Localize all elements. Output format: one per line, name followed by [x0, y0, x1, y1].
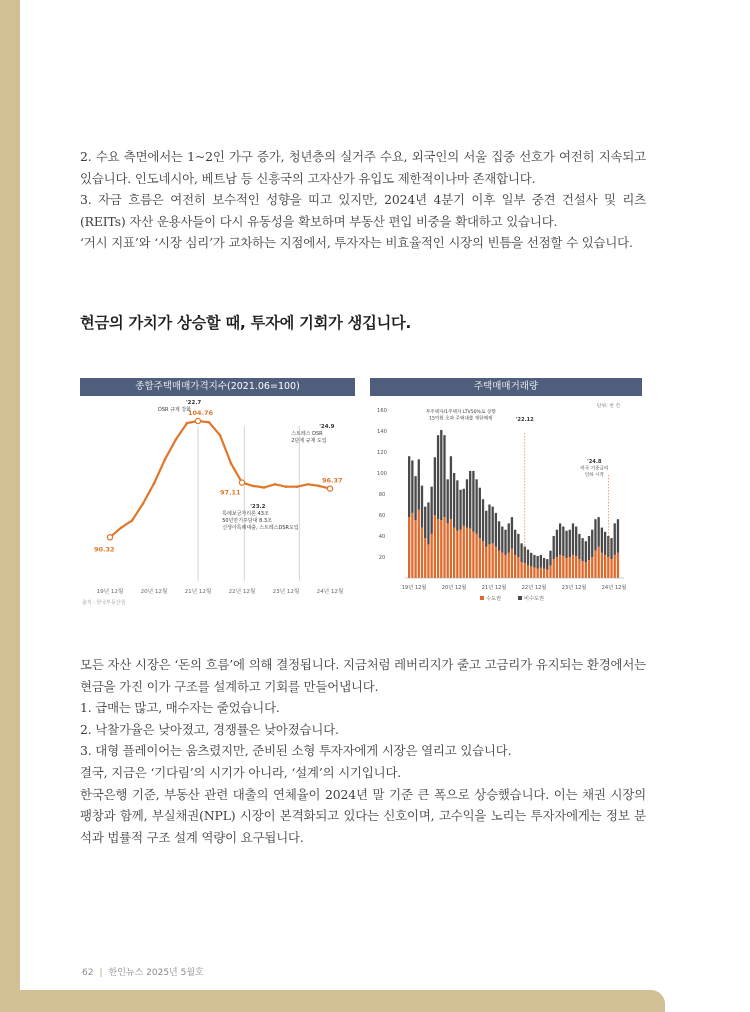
data-label: 97.11 — [220, 488, 241, 497]
bar-segment-capital-area — [414, 520, 416, 578]
data-label: 90.32 — [94, 545, 115, 554]
bar-segment-non-capital-area — [453, 473, 455, 528]
bar-segment-non-capital-area — [569, 530, 571, 557]
x-tick-label: 19년 12월 — [96, 589, 124, 595]
y-tick-label: 100 — [377, 471, 387, 477]
x-tick-label: 20년 12월 — [140, 589, 168, 595]
body-paragraph-1: 모든 자산 시장은 ‘돈의 흐름’에 의해 결정됩니다. 지금처럼 레버리지가 줄고 고금리가 유지되는 환경에서는 현금을 가진 이가 구조를 설계하고 기회를 만들어냅니다. — [80, 657, 646, 694]
bar-segment-capital-area — [463, 526, 465, 579]
bar-segment-non-capital-area — [511, 517, 513, 549]
page-footer — [82, 965, 204, 978]
bar-segment-capital-area — [447, 523, 449, 578]
annotation-text: '24.8 — [587, 459, 602, 465]
annotation-text: 50년만기주담대 8.3조 — [222, 518, 272, 524]
bar-segment-non-capital-area — [549, 551, 551, 566]
bar-segment-non-capital-area — [617, 519, 619, 553]
bar-segment-non-capital-area — [456, 480, 458, 530]
bottom-decorative-band — [0, 990, 665, 1012]
intro-text — [80, 146, 646, 254]
bar-segment-capital-area — [430, 534, 432, 578]
bar-segment-capital-area — [427, 544, 429, 578]
section-heading: 현금의 가치가 상승할 때, 투자에 기회가 생깁니다. — [80, 314, 412, 332]
legend-swatch — [480, 596, 484, 600]
publication-name: 한인뉴스 2025년 5월호 — [108, 968, 204, 978]
bar-segment-capital-area — [520, 562, 522, 578]
intro-paragraph-3: ‘거시 지표’와 ‘시장 심리’가 교차하는 지점에서, 투자자는 비효율적인 시장의 빈틈을 선점할 수 있습니다. — [80, 235, 633, 251]
legend-label: 수도권 — [486, 596, 502, 602]
x-tick-label: 23년 12월 — [561, 585, 587, 591]
bar-segment-capital-area — [495, 547, 497, 579]
bar-segment-capital-area — [488, 544, 490, 578]
page-number: 62 — [82, 968, 94, 978]
annotation-text: 신생아특례대출, 스트레스DSR도입 — [222, 525, 299, 531]
bar-segment-capital-area — [456, 531, 458, 578]
bar-segment-capital-area — [604, 555, 606, 578]
price-index-chart-title: 종합주택매매가격지수(2021.06=100) — [80, 378, 355, 396]
bar-segment-non-capital-area — [421, 486, 423, 528]
bar-segment-non-capital-area — [565, 531, 567, 558]
bar-segment-non-capital-area — [575, 527, 577, 556]
bar-segment-capital-area — [501, 553, 503, 578]
data-point — [120, 527, 123, 530]
bar-segment-non-capital-area — [556, 530, 558, 557]
bar-segment-capital-area — [601, 553, 603, 578]
x-tick-label: 24년 12월 — [316, 589, 344, 595]
y-tick-label: 60 — [378, 513, 386, 519]
bar-segment-capital-area — [472, 532, 474, 578]
bar-segment-capital-area — [504, 555, 506, 578]
bar-segment-capital-area — [588, 560, 590, 578]
bar-segment-capital-area — [443, 517, 445, 578]
annotation-text: '22.7 — [186, 400, 202, 406]
bar-segment-capital-area — [514, 555, 516, 578]
bar-segment-capital-area — [424, 538, 426, 578]
annotation-text: 스트레스 DSR — [291, 431, 323, 437]
body-paragraph-5: 결국, 지금은 ‘기다림’의 시기가 아니라, ‘설계’의 시기입니다. — [80, 764, 402, 780]
data-point — [252, 485, 255, 488]
bar-segment-capital-area — [492, 543, 494, 578]
bar-segment-capital-area — [614, 555, 616, 578]
price-index-chart — [80, 378, 355, 632]
bar-segment-capital-area — [517, 557, 519, 578]
bar-segment-non-capital-area — [418, 459, 420, 509]
bar-segment-capital-area — [591, 557, 593, 578]
bar-segment-non-capital-area — [475, 479, 477, 534]
bar-segment-non-capital-area — [601, 528, 603, 553]
x-tick-label: 20년 12월 — [441, 585, 467, 591]
bar-segment-non-capital-area — [408, 456, 410, 517]
bar-segment-non-capital-area — [466, 479, 468, 527]
bar-segment-non-capital-area — [543, 558, 545, 569]
bar-segment-capital-area — [408, 517, 410, 578]
bar-segment-capital-area — [594, 551, 596, 578]
data-point — [318, 485, 321, 488]
bar-segment-capital-area — [578, 559, 580, 578]
data-point — [285, 485, 288, 488]
bar-segment-non-capital-area — [591, 530, 593, 557]
bar-segment-capital-area — [437, 519, 439, 578]
bar-segment-capital-area — [536, 569, 538, 578]
bar-segment-capital-area — [553, 559, 555, 578]
data-point — [153, 482, 156, 485]
bar-segment-capital-area — [440, 520, 442, 578]
intro-paragraph-1: 2. 수요 측면에서는 1~2인 가구 증가, 청년층의 실거주 수요, 외국인의 서울 집중 선호가 여전히 지속되고 있습니다. 인도네시아, 베트남 등 신흥국의 고자산가 유입도 제한적이나마 존재합니다. — [80, 149, 646, 186]
bar-segment-capital-area — [450, 519, 452, 578]
annotation-text: 인하 시작 — [584, 473, 604, 478]
bar-segment-capital-area — [418, 510, 420, 578]
bar-segment-non-capital-area — [411, 460, 413, 513]
bar-segment-capital-area — [482, 541, 484, 578]
bar-segment-non-capital-area — [540, 555, 542, 568]
annotation-text: '22.12 — [515, 417, 534, 423]
bar-segment-capital-area — [527, 565, 529, 578]
bar-segment-non-capital-area — [479, 488, 481, 538]
bar-segment-non-capital-area — [585, 541, 587, 562]
legend-swatch — [518, 596, 522, 600]
bar-segment-capital-area — [434, 515, 436, 578]
y-tick-label: 80 — [378, 492, 386, 498]
bar-segment-capital-area — [562, 556, 564, 578]
bar-segment-non-capital-area — [488, 505, 490, 545]
data-point — [296, 485, 299, 488]
bar-segment-capital-area — [559, 555, 561, 578]
bar-segment-capital-area — [543, 569, 545, 578]
data-point — [131, 519, 134, 522]
bar-segment-non-capital-area — [533, 555, 535, 568]
annotation-text: DSR 규제 강화 — [158, 407, 191, 413]
footer-separator: | — [99, 968, 103, 978]
data-point — [263, 486, 266, 489]
bar-segment-capital-area — [565, 558, 567, 578]
bar-segment-non-capital-area — [492, 507, 494, 544]
data-point — [175, 438, 178, 441]
annotation-text: 특례보금자리론 43조 — [222, 511, 269, 517]
data-label-marker — [239, 480, 244, 485]
y-tick-label: 40 — [378, 534, 386, 540]
data-point — [219, 434, 222, 437]
data-point — [307, 483, 310, 486]
bar-segment-non-capital-area — [524, 547, 526, 564]
bar-segment-non-capital-area — [527, 550, 529, 566]
x-tick-label: 21년 12월 — [481, 585, 507, 591]
bar-segment-non-capital-area — [414, 476, 416, 520]
bar-segment-non-capital-area — [469, 471, 471, 529]
unit-label: 단위: 천 건 — [596, 404, 620, 409]
bar-segment-non-capital-area — [437, 435, 439, 519]
legend-label: 비수도권 — [524, 596, 545, 602]
chart-source: 출처 : 한국부동산원 — [82, 600, 126, 606]
data-point — [274, 483, 277, 486]
bar-segment-capital-area — [498, 551, 500, 578]
data-point — [230, 462, 233, 465]
transaction-volume-chart — [370, 378, 642, 632]
bar-segment-non-capital-area — [610, 538, 612, 559]
bar-segment-capital-area — [466, 528, 468, 578]
bar-segment-capital-area — [475, 534, 477, 578]
bar-segment-non-capital-area — [614, 523, 616, 555]
bar-segment-non-capital-area — [427, 502, 429, 544]
x-tick-label: 19년 12월 — [401, 585, 427, 591]
bar-segment-non-capital-area — [562, 527, 564, 556]
bar-segment-non-capital-area — [424, 507, 426, 538]
bar-segment-capital-area — [459, 530, 461, 578]
annotation-text: '24.9 — [319, 424, 335, 430]
data-point — [164, 458, 167, 461]
bar-segment-capital-area — [533, 568, 535, 579]
bar-segment-non-capital-area — [504, 530, 506, 555]
annotation-text: 15억원 초과 주택대출 재한해제 — [429, 416, 493, 422]
price-index-chart-plot — [80, 396, 355, 628]
bar-segment-non-capital-area — [485, 511, 487, 547]
bar-segment-non-capital-area — [553, 536, 555, 559]
bar-segment-non-capital-area — [450, 456, 452, 519]
bar-segment-non-capital-area — [514, 530, 516, 555]
annotation-text: 2단계 규제 도입 — [291, 438, 327, 444]
annotation-text: 미국 기준금리 — [580, 466, 609, 472]
bar-segment-non-capital-area — [588, 536, 590, 560]
transaction-volume-chart-title: 주택매매거래량 — [370, 378, 642, 396]
bar-segment-non-capital-area — [463, 489, 465, 526]
bar-segment-non-capital-area — [581, 538, 583, 561]
bar-segment-capital-area — [617, 553, 619, 578]
bar-segment-capital-area — [546, 570, 548, 578]
body-paragraph-3: 2. 낙찰가율은 낮아졌고, 경쟁률은 낮아졌습니다. — [80, 721, 339, 737]
y-tick-label: 120 — [377, 450, 387, 456]
data-label-marker — [327, 486, 332, 491]
bar-segment-non-capital-area — [508, 523, 510, 552]
y-tick-label: 160 — [377, 408, 387, 414]
bar-segment-non-capital-area — [440, 430, 442, 520]
annotation-text: '23.2 — [250, 504, 266, 510]
bar-segment-capital-area — [485, 547, 487, 579]
bar-segment-non-capital-area — [520, 543, 522, 562]
data-point — [186, 422, 189, 425]
annotation-text: 무주택자/1주택자 LTV50%로 상향 — [425, 410, 496, 415]
bar-segment-capital-area — [569, 557, 571, 578]
bar-segment-non-capital-area — [447, 479, 449, 523]
bar-segment-non-capital-area — [482, 499, 484, 541]
bar-segment-non-capital-area — [430, 487, 432, 534]
body-text — [80, 654, 646, 848]
bar-segment-capital-area — [610, 559, 612, 578]
x-tick-label: 22년 12월 — [521, 585, 547, 591]
bar-segment-capital-area — [581, 561, 583, 578]
y-tick-label: 20 — [378, 555, 386, 561]
bar-segment-non-capital-area — [546, 559, 548, 570]
left-decorative-stripe — [0, 0, 20, 1012]
bar-segment-non-capital-area — [434, 457, 436, 515]
bar-segment-non-capital-area — [495, 513, 497, 547]
bar-segment-capital-area — [549, 565, 551, 578]
bar-segment-capital-area — [479, 538, 481, 578]
data-label-marker — [195, 418, 200, 423]
x-tick-label: 24년 12월 — [601, 585, 627, 591]
bar-segment-non-capital-area — [530, 553, 532, 567]
body-paragraph-2: 1. 급매는 많고, 매수자는 줄었습니다. — [80, 700, 280, 716]
bar-segment-capital-area — [556, 557, 558, 578]
bar-segment-non-capital-area — [517, 534, 519, 557]
bar-segment-capital-area — [508, 553, 510, 578]
transaction-volume-chart-plot — [370, 396, 642, 628]
bar-segment-non-capital-area — [572, 523, 574, 555]
body-paragraph-4: 3. 대형 플레이어는 움츠렸지만, 준비된 소형 투자자에게 시장은 열리고 있습니다. — [80, 743, 512, 759]
bar-segment-capital-area — [585, 562, 587, 578]
body-paragraph-6: 한국은행 기준, 부동산 관련 대출의 연체율이 2024년 말 기준 큰 폭으로 상승했습니다. 이는 채권 시장의 팽창과 함께, 부실채권(NPL) 시장이 본격화되고 있다는 신호이며, 고수익을 노리는 투자자에게는 정보 분석과 법률적 구조 설계 역량이 요구됩니다. — [80, 786, 646, 845]
bar-segment-capital-area — [530, 566, 532, 578]
bar-segment-non-capital-area — [498, 521, 500, 550]
bar-segment-non-capital-area — [536, 556, 538, 569]
data-point — [208, 421, 211, 424]
bar-segment-capital-area — [572, 555, 574, 578]
bar-segment-non-capital-area — [443, 435, 445, 517]
bar-segment-capital-area — [511, 549, 513, 578]
bar-segment-non-capital-area — [598, 517, 600, 546]
bar-segment-capital-area — [575, 556, 577, 578]
x-tick-label: 21년 12월 — [184, 589, 212, 595]
data-point — [142, 502, 145, 505]
bar-segment-capital-area — [453, 528, 455, 578]
data-label: 96.37 — [322, 476, 343, 485]
bar-segment-non-capital-area — [578, 534, 580, 559]
bar-segment-non-capital-area — [472, 471, 474, 532]
data-label: 104.76 — [188, 408, 214, 417]
data-label-marker — [107, 535, 112, 540]
y-tick-label: 140 — [377, 429, 387, 435]
intro-paragraph-2: 3. 자금 흐름은 여전히 보수적인 성향을 띠고 있지만, 2024년 4분기 이후 일부 중견 건설사 및 리츠(REITs) 자산 운용사들이 다시 유동성을 확보하며 부동산 편입 비중을 확대하고 있습니다. — [80, 192, 646, 229]
bar-segment-non-capital-area — [604, 532, 606, 555]
bar-segment-capital-area — [598, 547, 600, 579]
x-tick-label: 22년 12월 — [228, 589, 256, 595]
bar-segment-non-capital-area — [559, 523, 561, 555]
bar-segment-capital-area — [540, 568, 542, 579]
x-tick-label: 23년 12월 — [272, 589, 300, 595]
bar-segment-non-capital-area — [459, 490, 461, 530]
page — [20, 0, 665, 990]
bar-segment-non-capital-area — [594, 519, 596, 551]
bar-segment-capital-area — [411, 513, 413, 578]
bar-segment-non-capital-area — [501, 527, 503, 553]
bar-segment-capital-area — [421, 528, 423, 578]
bar-segment-capital-area — [469, 529, 471, 578]
